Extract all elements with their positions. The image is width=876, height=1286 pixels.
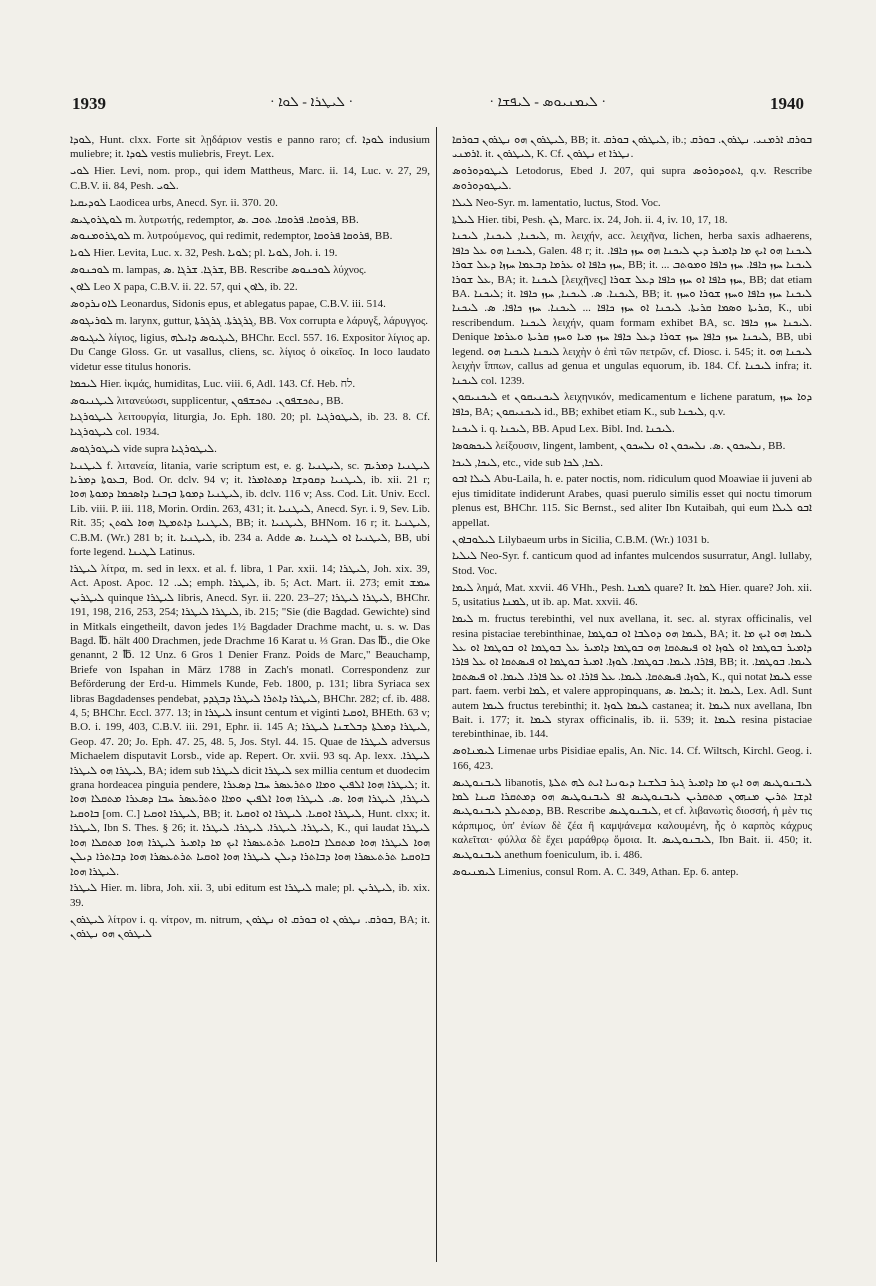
dictionary-entry: ܠܘܪܝܓܘܣ m. larynx, guttur, ܓܪܓܪܬܐ. ܓܪܓܪܬܐ, BB. Vox corrupta e λάρυγξ, λάρυγγος. bbox=[70, 314, 429, 327]
dictionary-entry: ܠܝܟܣܘܣܐ λείξουσιν, lingent, lambent, ܢܠܚܟܘܢ .ܣ. ܢܠܚܟܘܢ ܐܘ ܢܠܚܟܘܢ, BB. bbox=[452, 439, 786, 452]
dictionary-entry: ܠܐܘܢ Leo X papa, C.B.V. ii. 22. 57, qui ܠܐܘܢ, ib. 22. bbox=[70, 281, 298, 294]
dictionary-entry: ܠܘܝ Hier. Levi, nom. prop., qui idem Mattheus, Marc. ii. 14, Luc. v. 27, 29, C.B.V. ii. 84, Pesh. ܠܘܝ. bbox=[70, 165, 430, 192]
page-header bbox=[70, 90, 806, 120]
dictionary-entry: ܠܝܛܪܐ Hier. m. libra, Joh. xii. 3, ubi editum est ܠܝܛܪܐ male; pl. ܠܝܛܪܝܢ, ib. xix. 39. bbox=[70, 882, 430, 909]
dictionary-entry: ܠܝܛܢܝܘܣ λιτανεύωσι, supplicentur, ܢܬܟܫܦܘܢ. ܢܬܟܫܦܘܢ, BB. bbox=[70, 394, 344, 407]
dictionary-entry: ܠܝܠܐ Neo-Syr. m. lamentatio, luctus, Stod. Voc. bbox=[452, 196, 661, 209]
dictionary-entry: ܠܘܕܝܩܝܐ Laodicea urbs, Anecd. Syr. ii. 370. 20. bbox=[70, 196, 278, 209]
dictionary-entry: ܠܝܟܐ, ܠܝܟܐ, etc., vide sub ܠܟܐ, ܠܟܐ. bbox=[452, 456, 603, 469]
dictionary-entry: ܠܝܛܪܐ λίτρα, m. sed in lexx. et al. f. libra, 1 Par. xxii. 14; ܠܝܛܪܐ, Joh. xix. 39, Act. Apost. Apoc. ܠܝ. 12; emph. ܠܝܛܪܐ, ib. 5; Act. Mart. ii. 273; emit ܚܡܫ ܠܝܛܪܝܢ quinque ܠܝܛܪܐ libris, Anecd. Syr. ii. 220. 23–27; ܠܝܛܪܐ ܠܝܛܪܐ, BHChr. 191, 198, 216, 253, 254; ܠܝܛܪܐ ܠܝܛܪܐ, ib. 215; "Sie (die Bagdad. Gewichte) sind in Mitkals eingetheilt, davon jedes 1½ Bagdader Drachme macht, u. s. w. Das Bagd. ℔. hält 400 Drachmen, jede Drachme 16 Karat u. ⅓ Gran. Das ℔., die Oke genannt, 2 ℔. 12 Unz. 6 Gros 1 Denier Franz. Poids de Marc," Beauchamp, Briefe von Ispahan in März 1788 in Zach's monatl. Correspondenz zur Beförderung der Erd-u. Himmels Kunde, Feb. 1800, p. 131; libra Syriaca sex libras Bagdadenses pendebat, ܠܝܛܪܐ ܕܐܬܪܐ ܠܝܛܪܐ ܕܒܓܕܕ, BHChr. 282; cf. ib. 488. 4, 5; BHChr. Eccl. 377. 13; in ܠܝܛܪܐ insunt centum et viginti ܐܘܩܝܐ, BHEth. 63 v; B.O. i. 199, 403, C.B.V. iii. 291, Ephr. ii. 145 A; ܠܝܛܪܐ ܕܡܠܬܐ ܕܒܠܫܢܐ ܠܝܛܪܐ, Geop. 47. 20; Jo. Eph. 47. 25, 48. 5, Jos. Styl. 44. 15. Quae de ܠܝܛܪܐ adversus Michaelem disputavit Lorsb., vide ap. Repert. Or. xvii. 93 sq. Ap. lexx. ܠܝܛܪܐ. ܠܝܛܪܐ ܗܘ ܠܝܛܪܐ, BA; idem sub ܠܝܛܪܐ dicit ܠܝܛܪܐ sex millia centum et duodecim grana hordeacea pinguia pendere, ܠܝܛܪܐ ܗܘܐ ܐܠܦܝܢ ܘܡܐܐ ܘܬܪܥܣܪ ܚܒܐ ܕܣܥܪܐ; it. ܠܝܛܪܐ, ܠܝܛܪܐ ܗܘܐ .ܣ. ܠܝܛܪܐ ܗܘܐ ܐܠܦܝܢ ܘܡܐܐ ܘܬܪܥܣܪ ܚܒܐ ܕܣܥܪܐ ܡܬܩܠܐ ܗܘܐ ܒܐܘܩܝܐ [om. C.] ܠܝܛܪܐ ܐܘܩܝܐ, BB; it. ܠܝܛܪܐ ܐܘܩܝܐ. ܠܝܛܪܐ ܐܘ ܐܘܩܝܐ, Hunt. clxx; it. ܠܝܛܪܐ, Ibn S. Thes. § 26; it. ܠܝܛܪܐ. ܠܝܛܪܐ. ܠܝܛܪܐ. ܠܝܛܪܐ, K., qui laudat ܠܝܛܪܐ ܗܘܐ ܠܝܛܪܐ ܗܘܐ ܡܬܩܠܐ ܒܐܘܩܝܐ ܬܪܬܥܣܪܐ ܐܝܟ ܡܐ ܕܐܡܝܪ ܠܝܛܪܐ ܗܘܐ ܡܬܩܠܐ ܗܘܐ ܒܐܘܩܝܐ ܬܪܬܥܣܪܐ ܗܘܐ ܕܒܐܬܪܐ ܕܝܠܢ ܠܝܛܪܐ ܗܘܐ ܐܘܩܝܐ ܬܪܬܥܣܪܐ ܗܘܐ ܕܒܐܬܪܐ ܕܝܠܢ ܠܝܛܪܐ ܗܘܐ. bbox=[70, 562, 430, 878]
dictionary-entry: ܠܝܠܬܐ Hier. tibi, Pesh. ܠܟ, Marc. ix. 24, Joh. ii. 4, iv. 10, 17, 18. bbox=[452, 213, 728, 226]
dictionary-entry: ܠܝܡܢܐܘܣ Limenae urbs Pisidiae epalis, An. Nic. 14. Cf. Wiltsch, Kirchl. Geog. i. 166, 423. bbox=[452, 745, 812, 772]
dictionary-entry: ܠܝܟܢܝܩܘܢ et ܠܝܟܢܝܩܘܢ λειχηνικόν, medicamentum e lichene paratum, ܕܘܐ ܚܙܙ ܟܐܦܐ, BA; ܠܝܟܢܝܩܘܢ id., BB; exhibet etiam K., sub ܠܝܟܢܐ, q.v. bbox=[452, 391, 812, 418]
dictionary-entry: ܠܝܛܪܘܢ ܗܘ ܢܛܪܘܢ ܒܘܪܩܐ, BB; it. ܠܝܛܪܘܢ ܒܘܪܩ, ib.; ܒܘܪܩ ܐܪܡܢܝ. ܢܛܪܘܢ. ܒܘܪܩ ܐܪܡܢܝ. it. ܠܝܛܪܘܢ, K. Cf. ܢܛܪܘܢ et ܢܛܪܐ. bbox=[452, 134, 812, 161]
dictionary-entry: ܠܝܟܢܐ i. q. ܠܝܟܢܐ, BB. Apud Lex. Bibl. Ind. ܠܝܟܢܐ. bbox=[452, 422, 675, 435]
dictionary-entry: ܠܝܡܐ λημά, Mat. xxvii. 46 VHh., Pesh. ܠܡܢܐ quare? It. ܠܡܐ Hier. quare? Joh. xii. 5, usitatius ܠܡܢܐ, ut ib. ap. Mat. xxvii. 46. bbox=[452, 581, 812, 609]
dictionary-entry: ܠܝܠܐ ܐܒܘ Abu-Laila, h. e. pater noctis, nom. ridiculum quod Moawiae ii juveni ab ejus timiditate indiderunt Arabes, quasi puerulo similis esset qui noctu timorum plenus est, BHChr. 115. Sic Bernst., sed aliter Ibn Kutaibah, qui eum ܐܒܘ ܠܝܠܐ appellat. bbox=[452, 473, 812, 529]
dictionary-entry: ܠܐܘܢܪܕܘܣ Leonardus, Sidonis epus, et ablegatus papae, C.B.V. iii. 514. bbox=[70, 298, 386, 311]
dictionary-entry: ܠܝܒܢܘܛܝܣ libanotis, ܠܝܒܢܘܛܝܣ ܗܘ ܐܝܟ ܡܐ ܕܐܡܝܪ ܓܝܪ ܒܠܫܢܐ ܕܝܘܢܝܐ ܐܝܬ ܠܗ ܬܠܬܐ ܐܕܫܐ ܬܪܝܢ ܡܢܗܘܢ ܡܬܩܪܝܢ ܠܝܒܢܘܛܝܣ ܐܦ ܠܝܒܢܘܛܝܣ ܗܘ ܕܡܬܩܪܐ ܩܝܢܐ ܠܡܐ ܕܡܬܝܠܕ ܠܝܒܢܘܛܝܣ, BB. Rescribe ܠܝܒܢܘܛܝܣ, et cf. λιβανωτὶς διοσσή, ἡ μὲν τις κάρπιμος, ὑπ' ἐνίων δὲ ζέα ἢ καμψάνεμα καλουμένη, ἧς ὁ καρπὸς κάχρυς καλεῖται· φύλλα δὲ ἔχει μαράθρῳ ὅμοια. It. ܠܝܒܢܘܛܝܣ, Ibn Bait. ii. 450; it. ܠܝܒܢܘܛܝܣ anethum foeniculum, ib. i. 486. bbox=[452, 776, 812, 861]
dictionary-entry: ܠܘܛܪܘܡܢܘܣ m. λυτρούμενος, qui redimit, redemptor, ܦܪܘܩܐ ܦܪܘܩܐ, BB. bbox=[70, 230, 393, 243]
column-divider bbox=[436, 127, 437, 1262]
dictionary-entry: ܠܝܛܢܝܐ f. λιτανεία, litania, varie scriptum est, e. g. ܠܝܛܢܝܐ, sc. ܠܝܛܢܝܐ ܕܡܪܝܡ ܒܥܘܬܐ ܕܡܪܝܐ, Bod. Or. dclv. 94 v; it. ܠܝܛܢܝܐ ܕܩܘܕܫܐ ܕܡܬܐܡܪܐ, ib. xii. 21 r; ܠܝܛܢܝܐ ܕܡܘܬܐ ܒܙܒܢܐ ܕܐܣܟܡܐ ܕܡܘܬܐ ܗܘܐ, ib. dclv. 116 v; Ass. Cod. Lit. Univ. Eccl. Lib. viii. P. iii. 118, Morin. Ordin. 263, 431; it. ܠܝܛܢܝܐ, Anecd. Syr. i. 9, Sev. Lib. Rit. 35; ܠܝܛܢܝܐ ܕܐܬܡܛܐ ܗܘܐ ܠܘܬܢ, BB; it. ܠܝܛܢܝܐ, BHNom. 16 r; it. ܠܝܛܢܝܐ, C.B.M. (Wr.) 281 b; it. ܠܝܛܢܝܐ, ib. 234 a. Adde ܠܝܛܢܝܐ ܐܘ ܠܛܝܢܐ .ܣ, BB, ubi forte legend. ܠܛܝܢܐ Latinus. bbox=[70, 459, 430, 559]
dictionary-entry: ܠܘܕܐ, Hunt. clxx. Forte sit λῃδάριον vestis e panno raro; cf. ܠܘܕܐ indusium muliebre; it. ܠܘܕܐ vestis muliebris, Freyt. Lex. bbox=[70, 134, 430, 161]
right-running-title: · ܠܝܡܢܝܘܣ - ܠܝܦܫܐ · bbox=[489, 95, 606, 110]
dictionary-entry: ܠܝܛܘܕܘܪܘܣ Letodorus, Ebed J. 207, qui supra ܐܬܘܕܘܪܘܣ, q.v. Rescribe ܠܝܛܘܕܘܪܘܣ. bbox=[452, 165, 812, 192]
right-page-number: 1940 bbox=[770, 94, 804, 113]
dictionary-entry: ܠܝܟܢܐ, ܠܝܟܢܐ, ܠܝܟܢܐ, m. λειχήν, acc. λειχῆνα, lichen, herba saxis adhaerens, ܠܝܟܢܐ ܗܘ ܥܠ ܟܐܦܐ, Galen. 48 r; it. ܠܝܟܢܐ ܗܘ ܐܝܟ ܡܐ ܕܐܡܝܪ ܕܝܢ ܠܝܟܢܐ ܗܘ ܚܙܙ ܟܐܦܐ. ܚܙܙ ܟܐܦܐ ܐܘ ܥܪܡܐ ܕܒܥܡܐ ܚܙܙܐ ܕܥܠ ܫܘܪܐ, BB; it. ... ܠܝܟܢܐ ܚܙܙ ܟܐܦܐ. ܚܙܙ ܟܐܦܐ ܘܡܘܬܒ ܥܠ ܫܘܪܐ, BA; it. ܠܝܟܢܐ [λειχῆνες] ܚܙܙ ܟܐܦܐ ܐܘ ܚܙܙ ܟܐܦܐ ܕܥܠ ܫܘܪܐ, BB; dat etiam BA. ܠܝܟܢܐ; it. ܠܝܟܢܐ. ܣ. ܠܝܟܢܐ, ܚܙܙ ܟܐܦܐ, BB; it. ܠܝܟܢܐ ܚܙܙ ܟܐܦܐ ܘܚܙܙ ܫܘܪܐ ܘܚܙܙ ܩܪܝܬܐ ܘܣܡܐ ܩܪܝܬܐ. ܠܝܟܢܐ ܐܘ ܚܙܙ ܟܐܦܐ ... ܠܝܟܢܐ. ܚܙܙ ܟܐܦܐ. ܣ. ܠܝܟܢܐ, K., ubi rescribendum. ܠܝܟܢܐ λειχήν, quam formam exhibet BA, sc. ܠܝܟܢܐ ܚܙܙ ܟܐܦܐ. Denique ܠܝܟܢܐ ܚܙܙ ܟܐܦܐ ܚܙܙ ܫܘܪܐ ܕܥܠ ܟܐܦܐ ܚܙܙ ܡܝܐ ܘܚܙܙ ܩܪܝܬܐ ܘܥܪܡܐ, BB, ubi legend. ܠܝܟܢܐ ܠܝܟܢܐ ܗܘ λειχὴν ὁ ἐπὶ τῶν πετρῶν, cf. Diosc. i. 545; it. ܠܝܟܢܐ ܗܘ λειχὴν ἵππων, callus ad genua et ungulas equorum, ib. 184. Cf. ܠܝܟܢܐ infra; it. ܠܝܟܢܐ col. 1239. bbox=[452, 230, 812, 387]
dictionary-entry: ܠܘܛܪܘܛܝܣ m. λυτρωτής, redemptor, ܦܪܘܩܐ. ܦܪܘܩܐ. ܬܘܒ .ܣ, BB. bbox=[70, 213, 359, 226]
left-column bbox=[70, 133, 430, 1258]
dictionary-entry: ܠܝܠܘܒܐܘܢ Lilybaeum urbs in Sicilia, C.B.M. (Wr.) 1031 b. bbox=[452, 533, 710, 546]
dictionary-entry: ܠܘܟܢܘܣ m. lampas, ܫܪܓܐ. ܫܪܓܐ .ܣ, BB. Rescribe ܠܘܟܢܘܣ λύχνος. bbox=[70, 264, 367, 277]
left-running-title: · ܠܝܛܪܐ - ܠܘܐ · bbox=[270, 95, 354, 110]
dictionary-entry: ܠܝܡܐ m. fructus terebinthi, vel nux avellana, it. sec. al. styrax officinalis, vel resina pistaciae terebinthinae, ܠܝܡܐ ܗܘ ܕܘܠܒܐ ܐܘ ܒܘܛܡܐ, BA; it. ܠܝܡܐ ܗܘ ܐܝܟ ܡܐ ܕܐܡܝܪ ܒܘܛܡܐ ܐܘ ܠܘܙܐ ܐܘ ܦܝܣܬܩܐ ܗܘ ܒܘܛܡܐ ܕܐܡܝܪ ܥܠ ܒܘܛܡܐ ܐܘ ܒܘܛܡܐ ܐܘ ܥܠ ܦܐܪܐ. ܠܝܡܐ. ܒܘܛܡܐ. ܠܘܙܐ. ܐܡܝܪ ܒܘܛܡܐ ܐܘ ܦܝܣܬܩܐ ܐܘ ܥܠ ܦܐܪܐ, BB; it. ܠܝܡܐ. ܒܘܛܡܐ. ܠܘܙܐ. ܦܝܣܬܩܐ. ܠܝܡܐ. ܥܠ ܦܐܪܐ. ܐܘ ܥܠ ܦܐܪܐ. ܠܝܡܐ. ܐܘ ܦܝܣܬܩܐ, K., qui notat ܠܝܡܐ esse part. faem. verbi ܠܡܐ, et valere appropinquans, ܠܝܡܐ .ܣ; it. ܠܝܡܐ, Lex. Adl. Sunt autem ܠܝܡܐ fructus terebinthi; it. ܠܝܡܐ ܠܘܙܐ castanea; it. ܠܝܡܐ nux avellana, Ibn Bait. i. 177; it. ܠܝܡܐ styrax officinalis, ib. ii. 539; it. ܠܝܡܐ resina pistaciae terebinthinae, ib. 144. bbox=[452, 613, 812, 741]
dictionary-entry: ܠܘܝܐ Hier. Levita, Luc. x. 32, Pesh. ܠܘܝܐ; pl. ܠܘܝܐ, Joh. i. 19. bbox=[70, 247, 338, 260]
right-column bbox=[452, 133, 812, 1258]
dictionary-entry: ܠܝܠܝܐ Neo-Syr. f. canticum quod ad infantes mulcendos susurratur, Angl. lullaby, Stod. Voc. bbox=[452, 550, 812, 577]
dictionary-entry: ܠܝܟܡܐ Hier. ἰκμάς, humiditas, Luc. viii. 6, Adl. 143. Cf. Heb. לח. bbox=[70, 377, 356, 390]
dictionary-entry: ܠܝܛܘܪܓܘܣ vide supra ܠܝܛܘܪܓܝܐ. bbox=[70, 442, 217, 455]
dictionary-entry: ܠܝܓܝܘܣ λίγιος, ligius, ܠܝܓܝܘܣ ܕܐܝܠܗ, BHChr. Eccl. 557. 16. Expositor λίγιος ap. Du Cange Gloss. Gr. ut vasallus, cliens, sc. λίγιος ὁ οἰκεῖος. In loco laudato videtur esse titulus honoris. bbox=[70, 331, 430, 373]
dictionary-entry: ܠܝܛܪܘܢ λίτρον i. q. νίτρον, m. nitrum, ܒܘܪܩ. ܢܛܪܘܢ ܐܘ ܒܘܪܩ ܐܘ ܢܛܪܘܢ, BA; it. ܠܝܛܪܘܢ ܗܘ ܢܛܪܘܢ bbox=[70, 913, 430, 941]
dictionary-entry: ܠܝܛܘܪܓܝܐ λειτουργία, liturgia, Jo. Eph. 180. 20; pl. ܠܝܛܘܪܓܝܐ, ib. 23. 8. Cf. ܠܝܛܘܪܓܝܐ col. 1934. bbox=[70, 411, 430, 438]
left-page-number: 1939 bbox=[72, 94, 106, 113]
dictionary-entry: ܠܝܡܢܝܘܣ Limenius, consul Rom. A. C. 349, Athan. Ep. 6. antep. bbox=[452, 865, 739, 878]
